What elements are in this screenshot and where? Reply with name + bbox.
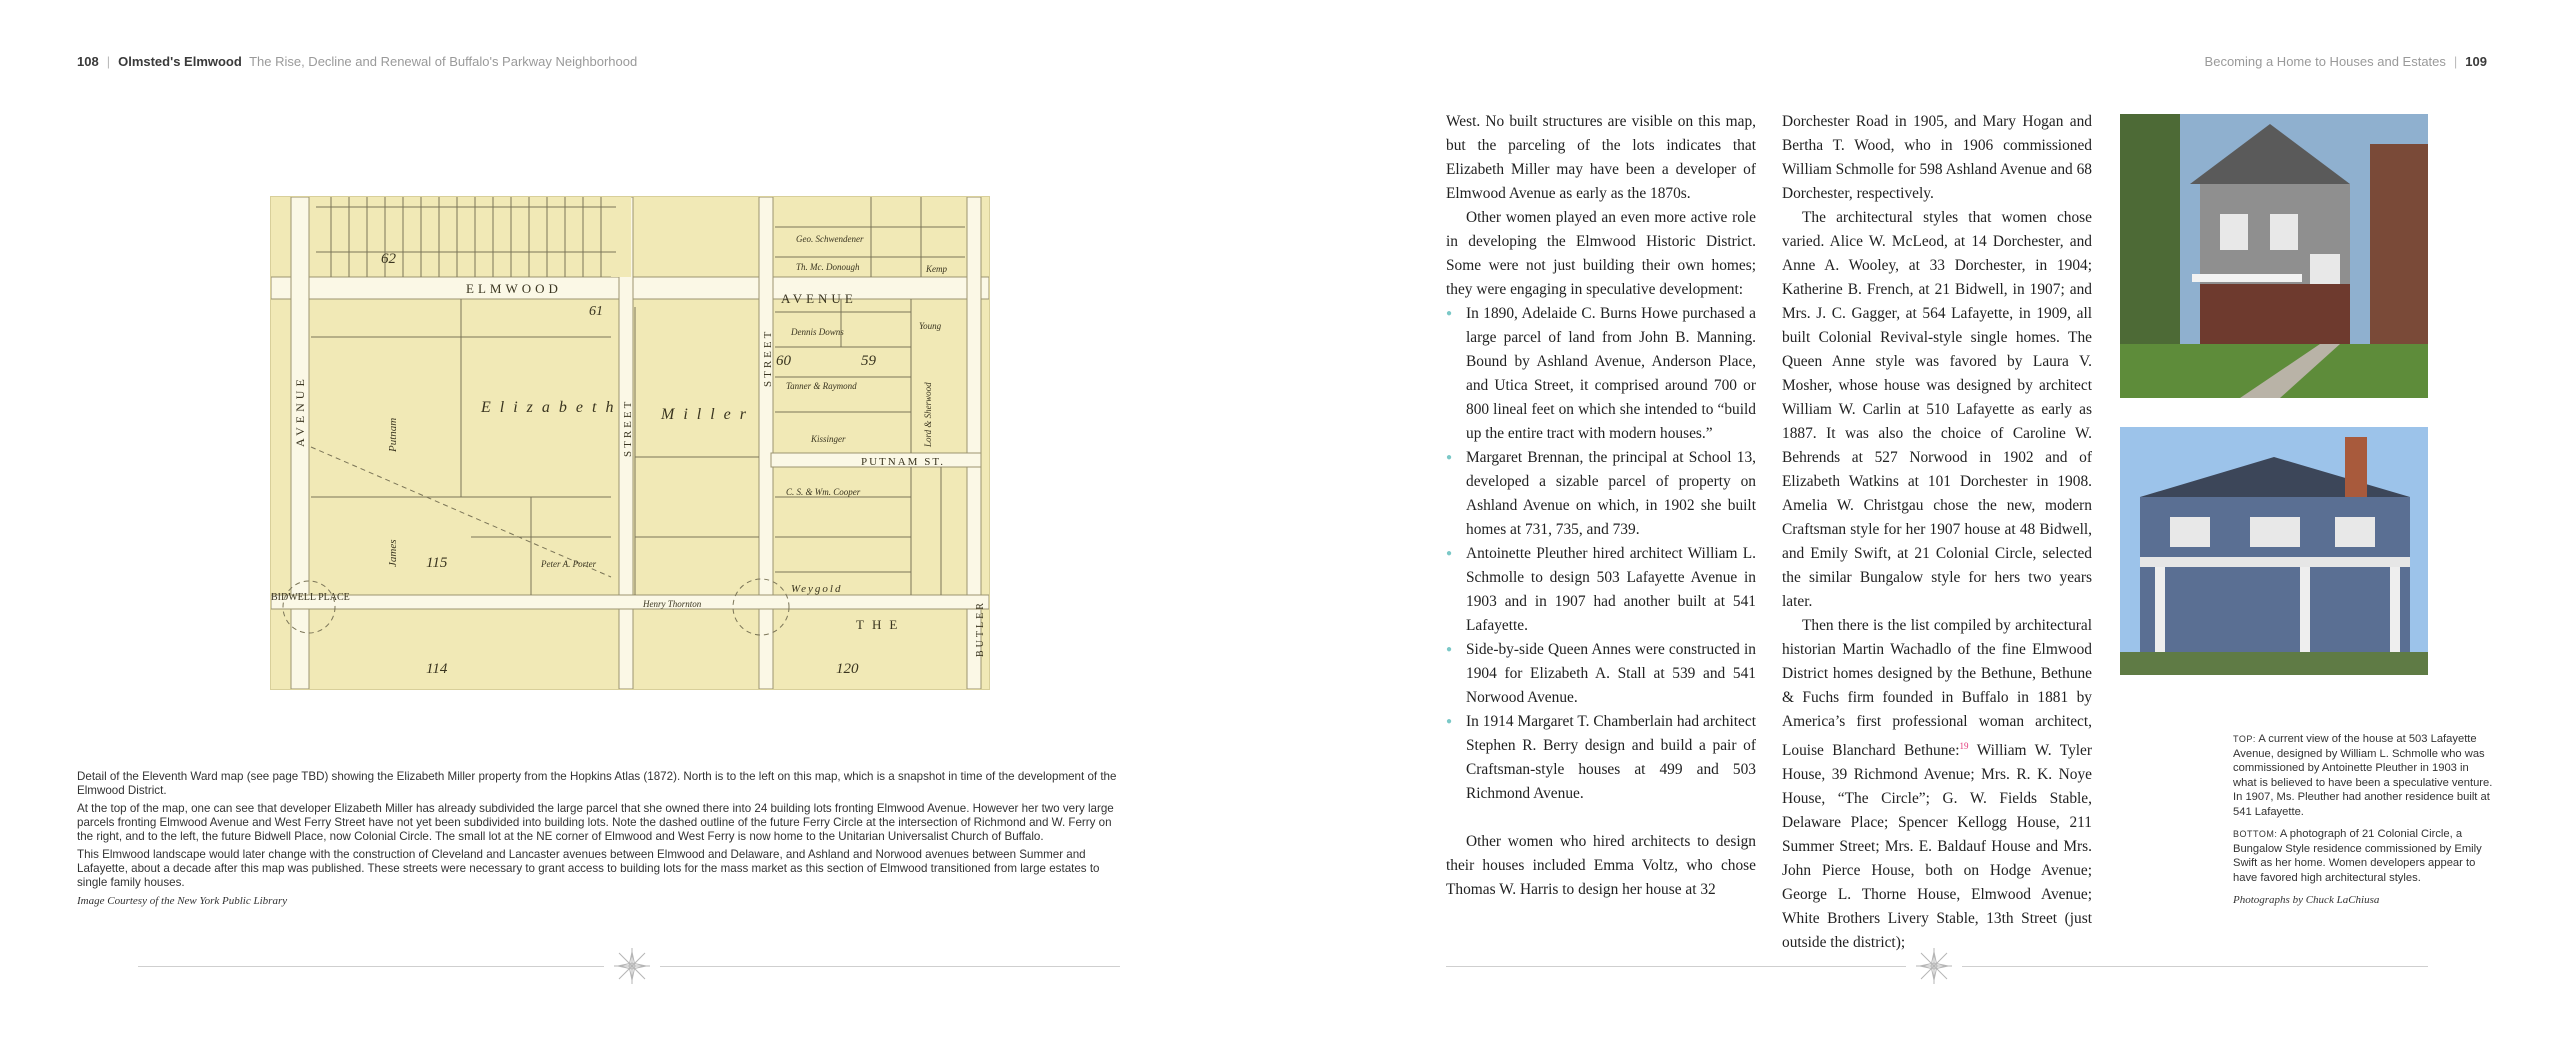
map-label-kemp: Kemp [926,264,947,274]
col1-paragraph-2: Other women played an even more active role in developing the Elmwood Historic District. Some were not just building their own homes; they were engaging in speculative development: [1446,209,1756,298]
map-label-lot61: 61 [589,304,603,319]
photo-21-colonial-circle [2120,427,2428,675]
map-drawing [271,197,989,689]
map-caption-p1: Detail of the Eleventh Ward map (see page TBD) showing the Elizabeth Miller property from the Hopkins Atlas (1872). North is to the left on this map, which is a snapshot in time of the development of the Elmwood District. [77,770,1117,797]
map-label-lot120: 120 [836,661,859,677]
list-item: ● In 1890, Adelaide C. Burns Howe purchased a large parcel of land from John B. Manning. Bound by Ashland Avenue, Anderson Place, and Utica Street, it comprised around 700 or 800 lineal feet on which she intended to “build up the entire tract with modern houses.” [1446,302,1756,446]
photo-503-lafayette [2120,114,2428,398]
right-running-header: Becoming a Home to Houses and Estates | 109 [2204,54,2487,69]
top-photo-caption [2233,732,2493,819]
right-footer-rule-a [1446,966,1906,967]
top-caption-label: TOP: [2233,734,2256,744]
left-page-number: 108 [77,54,99,69]
map-label-avenue-top: AVENUE [781,291,857,306]
map-label-avenue-left: AVENUE [293,375,307,447]
map-caption-p2: At the top of the map, one can see that developer Elizabeth Miller has already subdivided the large parcel that she owned there into 24 building lots fronting Elmwood Avenue. However her two very large parcels fronting Elmwood Avenue and West Ferry Street have not yet been subdivided into building lots. Note the dashed outline of the future Ferry Circle at the intersection of Richmond and W. Ferry on the right, and to the left, the future Bidwell Place, now Colonial Circle. The small lot at the NE corner of Elmwood and West Ferry is now home to the Unitarian Universalist Church of Buffalo. [77,802,1114,843]
text-column-2 [1782,110,2092,955]
left-running-header: 108 | Olmsted's Elmwood The Rise, Decline and Renewal of Buffalo's Parkway Neighborhood [77,54,638,69]
list-item: ● Side-by-side Queen Annes were constructed in 1904 for Elizabeth A. Stall at 539 and 541 Norwood Avenue. [1446,638,1756,710]
list-item: ● Antoinette Pleuther hired architect William L. Schmolle to design 503 Lafayette Avenue in 1903 and in 1907 had another built at 541 Lafayette. [1446,542,1756,638]
map-label-schwendener: Geo. Schwendener [796,234,864,244]
photo-captions [2233,732,2493,908]
map-caption [77,770,1117,908]
map-label-cooper: C. S. & Wm. Cooper [786,487,861,497]
compass-ornament-icon [612,946,652,986]
map-label-dennis: Dennis Downs [791,327,844,337]
map-label-butler: BUTLER [975,600,986,657]
map-label-elizabeth: Elizabeth [481,399,623,416]
map-label-elmwood: ELMWOOD [466,281,562,296]
map-label-lord: Lord & Sherwood [923,382,933,447]
footnote-marker: 19 [1959,741,1969,751]
map-label-james: James [387,539,399,567]
book-title: Olmsted's Elmwood [118,54,242,69]
map-label-bidwell: BIDWELL PLACE [271,592,350,603]
col2-paragraph-4: William W. Tyler House, 39 Richmond Avenue; Mrs. R. K. Noye House, “The Circle”; G. W. Fields Stable, Delaware Place; Spencer Kellogg House, 211 Summer Street; Mrs. E. Baldauf House and Mrs. John Pierce House, both on Hodge Avenue; George L. Thorne House, Elmwood Avenue; White Brothers Livery Stable, 13th Street (just outside the district); [1782,742,2092,952]
map-label-porter: Peter A. Porter [541,559,597,569]
hopkins-atlas-map [270,196,990,690]
right-page-number: 109 [2465,54,2487,69]
photo-credit: Photographs by Chuck LaChiusa [2233,894,2380,906]
map-label-donough: Th. Mc. Donough [796,262,860,272]
map-label-street1: STREET [622,398,634,457]
top-caption-text: A current view of the house at 503 Lafayette Avenue, designed by William L. Schmolle who was commissioned by Antoinette Pleuther in 1903 in what is believed to have been a speculative venture. In 1907, Ms. Pleuther had another residence built at 541 Lafayette. [2233,733,2493,818]
col2-paragraph-2: The architectural styles that women chose varied. Alice W. McLeod, at 14 Dorchester, and Anne A. Wooley, at 33 Dorchester, in 1904; Katherine B. French, at 21 Bidwell, in 1907; and Mrs. J. C. Gagger, at 564 Lafayette, in 1909, all built Colonial Revival-style single homes. The Queen Anne style was favored by Laura V. Mosher, whose house was designed by architect William W. Carlin at 510 Lafayette as early as 1887. It was also the choice of Caroline W. Behrends at 527 Norwood in 1902 and of Elizabeth Watkins at 101 Dorchester in 1908. Amelia W. Christgau chose the new, modern Craftsman style for her 1907 house at 48 Bidwell, and Emily Swift, at 21 Colonial Circle, selected the similar Bungalow style for hers two years later. [1782,209,2092,610]
map-caption-p3: This Elmwood landscape would later change with the construction of Cleveland and Lancaster avenues between Elmwood and Delaware, and Ashland and Norwood avenues between Summer and Lafayette, about a decade after this map was published. These streets were necessary to grant access to building lots for the mass market as this section of Elmwood transitioned from large estates to single family houses. [77,848,1100,889]
map-label-putnam: PUTNAM ST. [861,456,945,468]
col2-paragraph-3: Then there is the list compiled by architectural historian Martin Wachadlo of the fine Elmwood District homes designed by the Bethune, Bethune & Fuchs firm founded in Buffalo in 1881 by America’s first professional woman architect, Louise Blanchard Bethune: [1782,617,2092,760]
bottom-caption-text: A photograph of 21 Colonial Circle, a Bungalow Style residence commissioned by Emily Swift as her home. Women developers appear to have favored high architectural styles. [2233,828,2482,884]
map-label-weygold: Weygold [791,583,843,595]
bottom-photo-caption [2233,827,2493,885]
col1-paragraph-3: Other women who hired architects to design their houses included Emma Voltz, who chose Thomas W. Harris to design her house at 32 [1446,833,1756,898]
list-item: ● In 1914 Margaret T. Chamberlain had architect Stephen R. Berry design and build a pair of Craftsman-style houses at 499 and 503 Richmond Avenue. [1446,710,1756,806]
bottom-caption-label: BOTTOM: [2233,829,2278,839]
map-label-kissinger: Kissinger [811,434,846,444]
map-label-lot114: 114 [426,661,448,677]
col1-paragraph-1: West. No built structures are visible on this map, but the parceling of the lots indicates that Elizabeth Miller may have been a developer of Elmwood Avenue as early as the 1870s. [1446,113,1756,202]
col2-paragraph-1: Dorchester Road in 1905, and Mary Hogan and Bertha T. Wood, who in 1906 commissioned William Schmolle for 598 Ashland Avenue and 68 Dorchester, respectively. [1782,113,2092,202]
map-label-young: Young [919,321,942,331]
compass-ornament-icon [1914,946,1954,986]
map-label-thornton: Henry Thornton [643,599,702,609]
map-label-street2: STREET [762,328,774,387]
map-label-lot59: 59 [861,353,876,369]
map-label-miller: Miller [661,406,755,423]
developer-list [1446,302,1756,806]
map-label-tanner: Tanner & Raymond [786,381,857,391]
chapter-title: Becoming a Home to Houses and Estates [2204,54,2446,69]
map-label-putnam-owner: Putnam [387,417,399,452]
map-label-lot62: 62 [381,251,396,267]
map-credit: Image Courtesy of the New York Public Library [77,895,288,907]
left-footer-rule-a [138,966,604,967]
map-label-the: THE [856,617,906,632]
right-footer-rule-b [1962,966,2428,967]
book-subtitle: The Rise, Decline and Renewal of Buffalo's Parkway Neighborhood [249,54,638,69]
map-label-lot115: 115 [426,555,448,571]
map-label-lot60: 60 [776,353,791,369]
left-footer-rule-b [660,966,1120,967]
list-item: ● Margaret Brennan, the principal at School 13, developed a sizable parcel of property on Ashland Avenue on which, in 1902 she built homes at 731, 735, and 739. [1446,446,1756,542]
text-column-1 [1446,110,1756,902]
